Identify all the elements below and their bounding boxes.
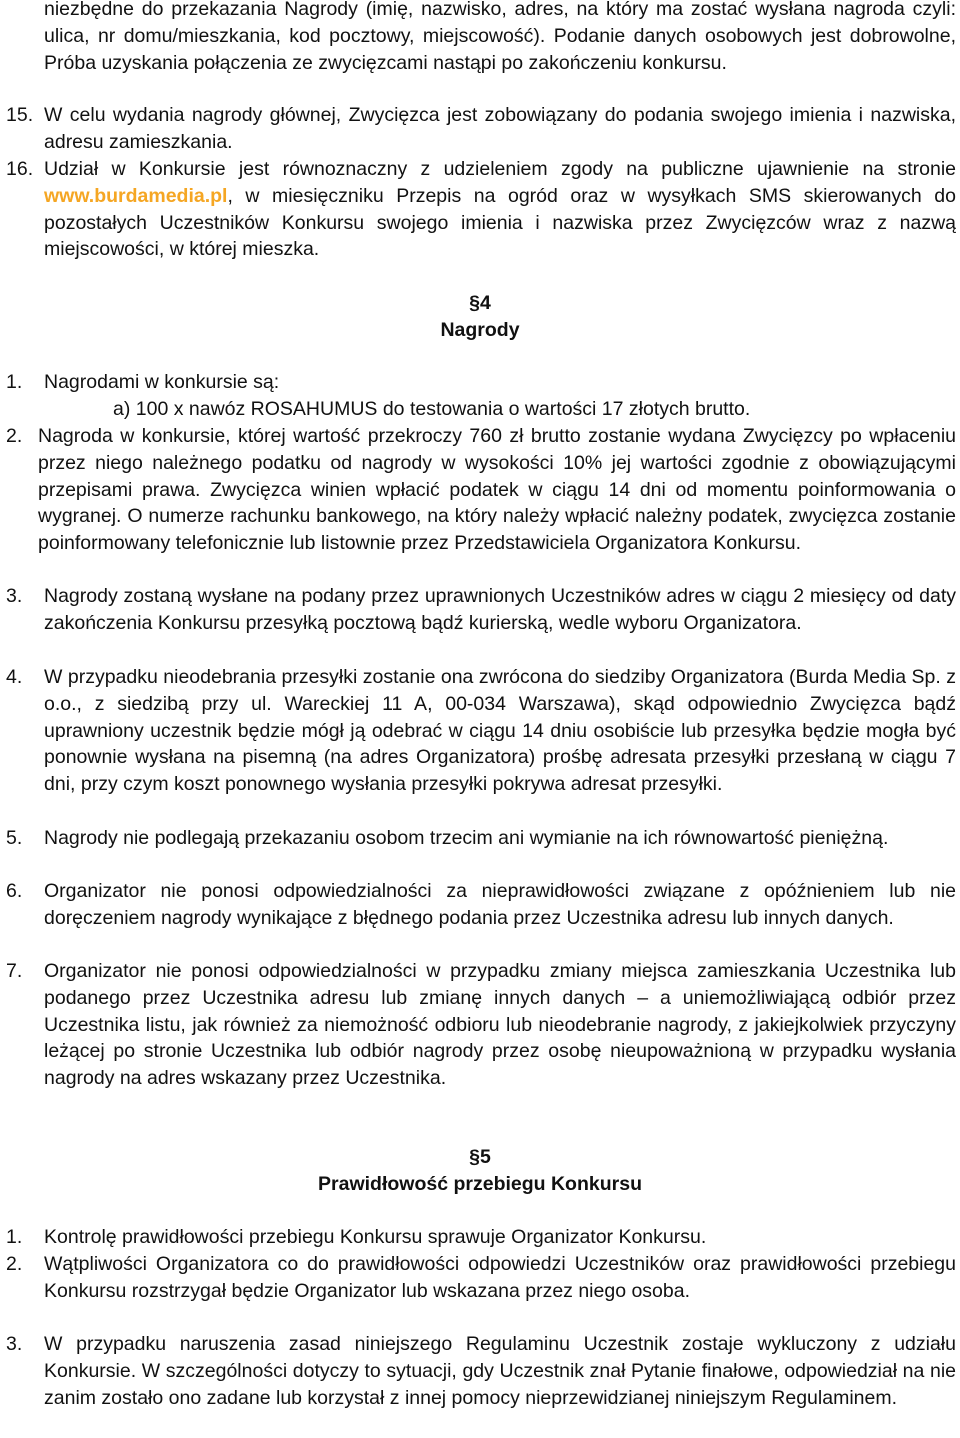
list-text: W przypadku naruszenia zasad niniejszego Regulaminu Uczestnik zostaje wykluczony z udziału Konkursie. W szczególności dotyczy to sytuacji, gdy Uczestnik znał Pytanie finałowe, odpowiedział na nie zanim zostało ono zadane lub korzystał z innej pomocy nieprzewidzianej niniejszym Regulaminem. [44,1333,956,1409]
list-text: W przypadku nieodebrania przesyłki zostanie ona zwrócona do siedziby Organizatora (Burda Media Sp. z o.o., z siedzibą przy ul. Wareckiej 11 A, 00-034 Warszawa), skąd odpowiednio Zwycięzca bądź uprawniony uczestnik będzie mógł ją odebrać w ciągu 14 dniu osobiście lub przesyłka będzie mogła być ponownie wysłana na pisemną (na adres Organizatora) prośbę adresata przesyłki przesłaną w ciągu 7 dni, przy czym koszt ponownego wysłania przesyłki pokrywa adresat przesyłki. [44,666,956,796]
section-5-title: Prawidłowość przebiegu Konkursu [318,1173,642,1195]
consent-text-start: Udział w Konkursie jest równoznaczny z udzieleniem zgody na publiczne ujawnienie na stronie [44,158,956,180]
list-text: Nagrodami w konkursie są: [44,371,280,393]
list-text: Nagrody zostaną wysłane na podany przez uprawnionych Uczestników adres w ciągu 2 miesięcy od daty zakończenia Konkursu przesyłką pocztową bądź kurierską, wedle wyboru Organizatora. [44,585,956,634]
correctness-item-2 [6,1251,956,1305]
list-number: 4. [6,666,23,688]
list-text [44,156,956,263]
list-text: Nagroda w konkursie, której wartość przekroczy 760 zł brutto zostanie wydana Zwycięzcy po wpłaceniu przez niego należnego podatku od nagrody w wysokości 10% jej wartości zgodnie z obowiązującymi przepisami prawa. Zwycięzca winien wpłacić podatek w ciągu 14 dni od momentu poinformowania o wygranej. O numerze rachunku bankowego, na który należy wpłacić należny podatek, zwycięzca zostanie poinformowany telefonicznie lub listownie przez Przedstawiciela Organizatora Konkursu. [38,425,956,555]
correctness-item-3 [6,1331,956,1411]
prize-subitem-a: a) 100 x nawóz ROSAHUMUS do testowania o wartości 17 złotych brutto. [113,398,751,420]
list-number: 2. [6,425,23,447]
list-number: 6. [6,880,23,902]
section-4-title: Nagrody [440,319,520,341]
list-number: 3. [6,1333,23,1355]
burdamedia-link[interactable]: www.burdamedia.pl [44,184,228,207]
list-number: 1. [6,1226,23,1248]
list-text: Nagrody nie podlegają przekazaniu osobom trzecim ani wymianie na ich równowartość pieniężną. [44,827,889,849]
section-4-number: §4 [469,292,491,314]
consent-text-end: , w miesięczniku Przepis na ogród oraz w wysyłkach SMS skierowanych do pozostałych Uczestników Konkursu swojego imienia i nazwiska przez Zwycięzców wraz z nazwą miejscowości, w której mieszka. [44,184,956,261]
prize-item-5 [6,825,956,852]
intro-paragraph: niezbędne do przekazania Nagrody (imię, nazwisko, adres, na który ma zostać wysłana nagroda czyli: ulica, nr domu/mieszkania, kod pocztowy, miejscowość). Podanie danych osobowych jest dobrowolne, Próba uzyskania połączenia ze zwycięzcami nastąpi po zakończeniu konkursu. [44,0,956,74]
list-item-15 [6,102,956,156]
section-5-number: §5 [469,1146,491,1168]
list-text: Kontrolę prawidłowości przebiegu Konkursu sprawuje Organizator Konkursu. [44,1226,707,1248]
list-number: 7. [6,960,23,982]
list-text: Organizator nie ponosi odpowiedzialności za nieprawidłowości związane z opóźnieniem lub nie doręczeniem nagrody wynikające z błędnego podania przez Uczestnika adresu lub innych danych. [44,880,956,929]
prize-item-4 [6,664,956,798]
list-number: 2. [6,1253,23,1275]
prize-item-6 [6,878,956,932]
list-text: W celu wydania nagrody głównej, Zwycięzca jest zobowiązany do podania swojego imienia i nazwiska, adresu zamieszkania. [44,104,956,153]
list-item-16 [6,156,956,263]
list-number: 1. [6,371,23,393]
list-number: 16. [6,158,34,180]
correctness-item-1 [6,1224,956,1251]
prize-item-2 [6,423,956,557]
list-number: 3. [6,585,23,607]
list-number: 5. [6,827,23,849]
prize-item-3 [6,583,956,637]
list-text: Organizator nie ponosi odpowiedzialności w przypadku zmiany miejsca zamieszkania Uczestnika lub podanego przez Uczestnika adresu lub zmianę innych danych – a uniemożliwiającą odbiór przez Uczestnika listu, jak również za niemożność odbioru lub nieodebranie nagrody, z jakiejkolwiek przyczyny leżącej po stronie Uczestnika lub odbiór nagrody przez osobę nieupoważnioną w przypadku wysłania nagrody na adres wskazany przez Uczestnika. [44,960,956,1090]
list-number: 15. [6,104,34,126]
prize-item-7 [6,958,956,1092]
list-text: Wątpliwości Organizatora co do prawidłowości odpowiedzi Uczestników oraz prawidłowości przebiegu Konkursu rozstrzygał będzie Organizator lub wskazana przez niego osoba. [44,1253,956,1302]
prize-item-1 [6,369,956,396]
